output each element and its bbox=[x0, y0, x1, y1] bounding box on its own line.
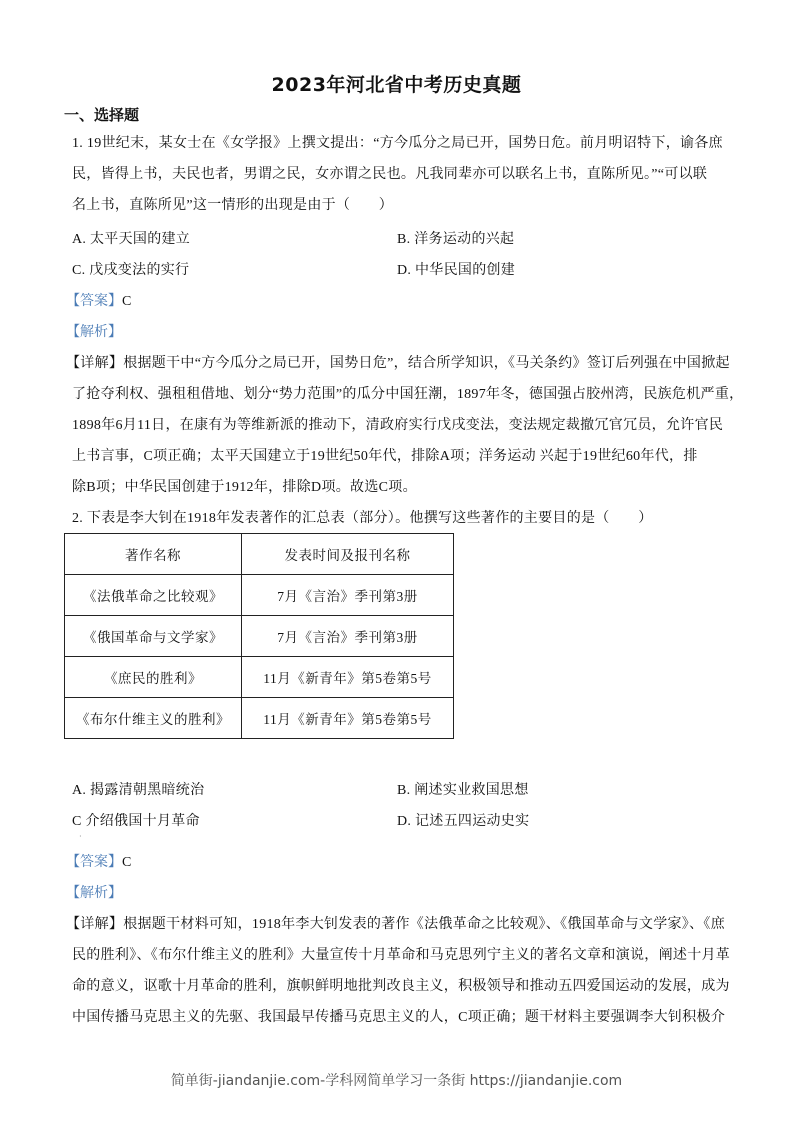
q2-detail-line bbox=[66, 913, 725, 933]
q1-stem-line: 名上书，直陈所见”这一情形的出现是由于（ ） bbox=[72, 198, 394, 213]
table-row bbox=[65, 616, 454, 657]
detail-tag: 【详解】 bbox=[66, 356, 124, 371]
analysis-tag: 【解析】 bbox=[66, 886, 122, 901]
q1-stem-line: 民，皆得上书，夫民也者，男谓之民，女亦谓之民也。凡我同辈亦可以联名上书，直陈所见。”“可以联 bbox=[72, 167, 708, 182]
answer-tag: 【答案】 bbox=[66, 294, 122, 309]
footer-watermark: 简单街-jiandanjie.com-学科网简单学习一条街 https://jiandanjie.com bbox=[170, 1073, 623, 1089]
table-row bbox=[65, 575, 454, 616]
table-header-row bbox=[65, 534, 454, 575]
q1-detail-line: 除B项；中华民国创建于1912年，排除D项。故选C项。 bbox=[72, 480, 417, 495]
q2-option-a: A. 揭露清朝黑暗统治 bbox=[72, 783, 205, 798]
q1-detail-line bbox=[66, 352, 730, 372]
table-cell: 《庶民的胜利》 bbox=[65, 657, 242, 698]
q1-detail-line: 1898年6月11日，在康有为等维新派的推动下，清政府实行戊戌变法，变法规定裁撤冗官冗员，允许官民 bbox=[72, 418, 724, 433]
q2-analysis-tag bbox=[66, 882, 122, 902]
q1-option-a: A. 太平天国的建立 bbox=[72, 232, 191, 247]
q1-detail-line: 了抢夺利权、强租租借地、划分“势力范围”的瓜分中国狂潮，1897年冬，德国强占胶州湾，民族危机严重， bbox=[72, 387, 744, 402]
table-row bbox=[65, 698, 454, 739]
section-heading: 一、选择题 bbox=[64, 106, 140, 124]
q2-stem: 2. 下表是李大钊在1918年发表著作的汇总表（部分）。他撰写这些著作的主要目的是（ ） bbox=[72, 511, 653, 526]
table-cell: 《俄国革命与文学家》 bbox=[65, 616, 242, 657]
table-cell: 7月《言治》季刊第3册 bbox=[242, 575, 454, 616]
q2-option-d: D. 记述五四运动史实 bbox=[397, 814, 530, 829]
q2-answer bbox=[66, 851, 131, 871]
table-cell: 11月《新青年》第5卷第5号 bbox=[242, 698, 454, 739]
table-cell: 11月《新青年》第5卷第5号 bbox=[242, 657, 454, 698]
table-cell: 《法俄革命之比较观》 bbox=[65, 575, 242, 616]
q1-option-b: B. 洋务运动的兴起 bbox=[397, 232, 515, 247]
q2-detail-line: 中国传播马克思主义的先驱、我国最早传播马克思主义的人，C项正确；题干材料主要强调李大钊积极介 bbox=[72, 1010, 726, 1025]
answer-tag: 【答案】 bbox=[66, 855, 122, 870]
answer-value: C bbox=[122, 294, 132, 309]
q1-option-d: D. 中华民国的创建 bbox=[397, 263, 516, 278]
table-cell: 7月《言治》季刊第3册 bbox=[242, 616, 454, 657]
q1-answer bbox=[66, 290, 131, 310]
table-row bbox=[65, 657, 454, 698]
q2-option-c: C 介绍俄国十月革命 bbox=[72, 814, 200, 829]
q1-option-c: C. 戊戌变法的实行 bbox=[72, 263, 190, 278]
works-table bbox=[64, 533, 454, 739]
answer-value: C bbox=[122, 855, 132, 870]
q1-stem-line: 1. 19世纪末，某女士在《女学报》上撰文提出：“方今瓜分之局已开，国势日危。前月明诏特下，谕各庶 bbox=[72, 136, 723, 151]
q1-detail-line: 上书言事，C项正确；太平天国建立于19世纪50年代，排除A项；洋务运动 兴起于19世纪60年代，排 bbox=[72, 449, 698, 464]
detail-text: 根据题干中“方今瓜分之局已开，国势日危”，结合所学知识，《马关条约》签订后列强在中国掀起 bbox=[123, 356, 730, 371]
q2-detail-line: 命的意义，讴歌十月革命的胜利，旗帜鲜明地批判改良主义，积极领导和推动五四爱国运动的发展，成为 bbox=[72, 979, 730, 994]
analysis-tag: 【解析】 bbox=[66, 325, 122, 340]
stray-mark: · bbox=[79, 832, 82, 841]
q1-analysis-tag bbox=[66, 321, 122, 341]
detail-text: 根据题干材料可知，1918年李大钊发表的著作《法俄革命之比较观》、《俄国革命与文学家》、《庶 bbox=[123, 917, 725, 932]
detail-tag: 【详解】 bbox=[66, 917, 124, 932]
page-title: 2023年河北省中考历史真题 bbox=[271, 74, 522, 96]
q2-detail-line: 民的胜利》、《布尔什维主义的胜利》大量宣传十月革命和马克思列宁主义的著名文章和演说，阐述十月革 bbox=[72, 948, 731, 963]
table-header-cell: 发表时间及报刊名称 bbox=[242, 534, 454, 575]
table-header-cell: 著作名称 bbox=[65, 534, 242, 575]
table-cell: 《布尔什维主义的胜利》 bbox=[65, 698, 242, 739]
q2-option-b: B. 阐述实业救国思想 bbox=[397, 783, 529, 798]
